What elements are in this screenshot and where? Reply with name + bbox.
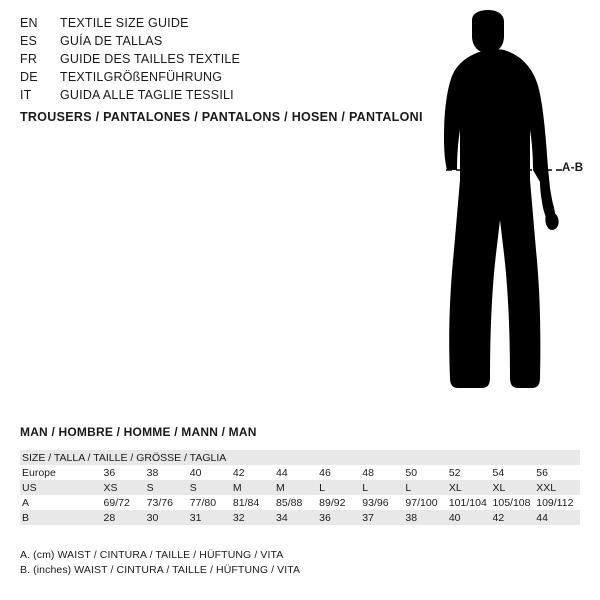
table-cell: 85/88 — [276, 496, 303, 509]
language-row — [20, 86, 400, 104]
table-cell: 28 — [104, 510, 147, 525]
table-row-label: A — [22, 496, 30, 509]
table-cell: 34 — [276, 510, 319, 525]
table-cell: 48 — [362, 466, 374, 479]
table-row — [20, 450, 580, 465]
table-cell: XS — [104, 480, 147, 495]
language-title: GUÍA DE TALLAS — [60, 34, 163, 48]
table-cell: 38 — [146, 466, 159, 479]
table-row — [20, 495, 580, 510]
footnote-b: B. (inches) WAIST / CINTURA / TAILLE / HÜFTUNG / VITA — [20, 564, 301, 576]
table-cell: 81/84 — [232, 496, 260, 509]
table-cell: 73/76 — [146, 496, 173, 509]
table-cell: 40 — [189, 466, 202, 479]
language-row — [20, 14, 400, 32]
language-code: DE — [20, 70, 38, 84]
table-cell: 42 — [232, 466, 245, 479]
table-cell: 56 — [536, 466, 548, 479]
table-cell: 69/72 — [103, 496, 130, 509]
measurement-label-a-b: A-B — [562, 162, 584, 174]
table-cell: 40 — [449, 510, 493, 525]
table-cell: XXL — [536, 480, 580, 495]
table-cell: 32 — [233, 510, 276, 525]
language-title: TEXTILE SIZE GUIDE — [60, 16, 189, 30]
male-figure-silhouette — [400, 10, 595, 410]
language-code: FR — [20, 52, 38, 66]
language-row — [20, 32, 400, 50]
footnote-a: A. (cm) WAIST / CINTURA / TAILLE / HÜFTUNG / VITA — [20, 549, 284, 561]
table-cell: 36 — [319, 510, 362, 525]
table-cell: 77/80 — [189, 496, 217, 509]
language-code: ES — [20, 34, 38, 48]
language-title: GUIDA ALLE TAGLIE TESSILI — [60, 88, 234, 102]
language-title-block — [20, 14, 400, 104]
table-row — [20, 510, 580, 525]
table-cell: 89/92 — [319, 496, 346, 509]
table-cell: 38 — [405, 510, 448, 525]
table-row-label: SIZE / TALLA / TAILLE / GRÖSSE / TAGLIA — [20, 450, 580, 465]
table-cell: 93/96 — [362, 496, 389, 509]
table-cell: L — [319, 480, 362, 495]
table-cell: 97/100 — [405, 496, 438, 509]
language-title: GUIDE DES TAILLES TEXTILE — [60, 52, 241, 66]
table-cell: 36 — [103, 466, 116, 479]
table-row — [20, 465, 580, 480]
table-row-label: Europe — [22, 466, 56, 479]
table-cell: 46 — [319, 466, 331, 479]
language-row — [20, 50, 400, 68]
table-caption: MAN / HOMBRE / HOMME / MANN / MAN — [20, 425, 257, 439]
table-cell: XL — [449, 480, 493, 495]
footnotes — [20, 548, 300, 578]
table-row-label: B — [20, 510, 104, 525]
table-cell: 30 — [147, 510, 190, 525]
table-cell: 44 — [276, 466, 288, 479]
table-cell: 42 — [493, 510, 537, 525]
table-cell: 50 — [405, 466, 418, 479]
table-row — [20, 480, 580, 495]
table-cell: 52 — [448, 466, 461, 479]
size-table — [20, 450, 580, 525]
garment-type-title: TROUSERS / PANTALONES / PANTALONS / HOSEN / PANTALONI — [20, 110, 423, 124]
table-cell: 109/112 — [536, 496, 574, 509]
language-row — [20, 68, 400, 86]
table-cell: L — [405, 480, 448, 495]
table-cell: S — [190, 480, 233, 495]
table-cell: 44 — [536, 510, 580, 525]
table-cell: M — [276, 480, 319, 495]
language-title: TEXTILGRÖßENFÜHRUNG — [60, 70, 223, 84]
table-cell: S — [147, 480, 190, 495]
language-code: EN — [20, 16, 38, 30]
table-cell: 105/108 — [492, 496, 531, 509]
table-cell: M — [233, 480, 276, 495]
table-cell: 101/104 — [448, 496, 487, 509]
table-cell: 37 — [362, 510, 405, 525]
language-code: IT — [20, 88, 32, 102]
table-cell: 54 — [492, 466, 505, 479]
table-row-label: US — [20, 480, 104, 495]
figure-illustration — [400, 10, 595, 410]
table-cell: XL — [493, 480, 537, 495]
table-cell: L — [362, 480, 405, 495]
table-cell: 31 — [190, 510, 233, 525]
